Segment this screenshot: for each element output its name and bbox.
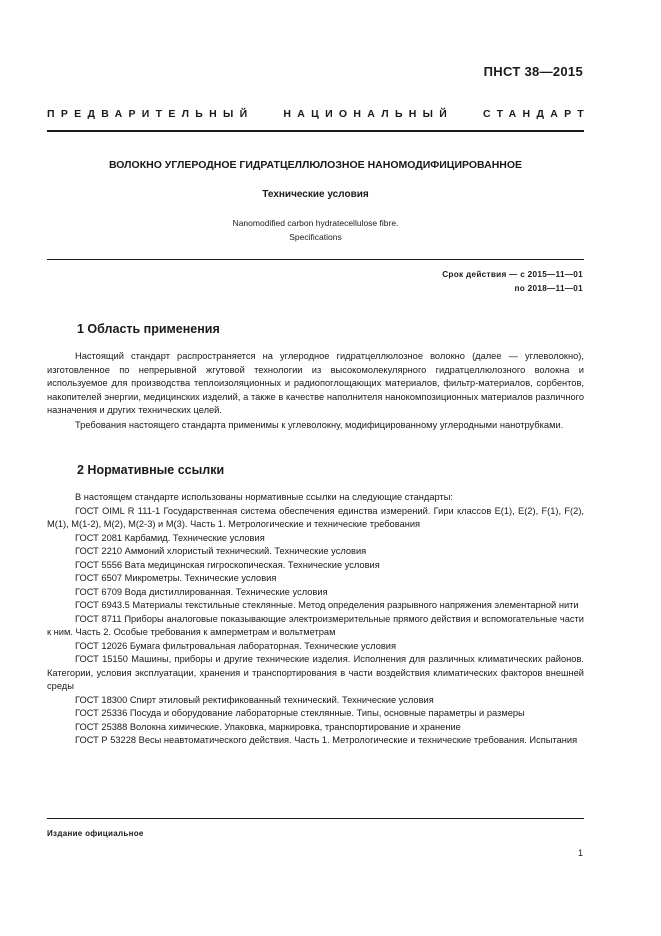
section-2-heading: 2 Нормативные ссылки xyxy=(77,463,225,477)
section-1-paragraph-1: Настоящий стандарт распространяется на углеродное гидратцеллюлозное волокно (далее — углеволокно), изготовленное по непрерывной жгутовой технологии из высокомолекулярного гидратцеллюлозного волокна и используемое для производства теплоизоляционных и радиопоглощающих материалов, фильтр-материалов, сорбентов, накопителей энергии, медицинских изделий, а также в качестве наполнителя нанокомпозиционных материалов различного назначения и других технических целей. xyxy=(47,351,584,415)
page-number: 1 xyxy=(577,848,583,858)
english-title xyxy=(47,216,584,244)
english-title-line-2: Specifications xyxy=(289,232,342,242)
reference-item: ГОСТ 25388 Волокна химические. Упаковка, маркировка, транспортирование и хранение xyxy=(75,721,461,732)
reference-item: ГОСТ Р 53228 Весы неавтоматического действия. Часть 1. Метрологические и технические требования. Испытания xyxy=(75,735,578,745)
references-intro: В настоящем стандарте использованы нормативные ссылки на следующие стандарты: xyxy=(75,492,454,502)
validity-start: Срок действия — с 2015—11—01 xyxy=(442,270,583,279)
document-subtitle: Технические условия xyxy=(262,189,369,200)
normative-references xyxy=(47,491,584,748)
header-divider xyxy=(47,130,584,132)
reference-item: ГОСТ 25336 Посуда и оборудование лабораторные стеклянные. Типы, основные параметры и размеры xyxy=(75,708,525,718)
title-divider xyxy=(47,259,584,260)
reference-item: ГОСТ 5556 Вата медицинская гигроскопическая. Технические условия xyxy=(75,559,380,570)
standard-type-banner xyxy=(47,108,590,120)
reference-item: ГОСТ 6507 Микрометры. Технические условия xyxy=(75,573,277,583)
reference-item: ГОСТ 12026 Бумага фильтровальная лабораторная. Технические условия xyxy=(75,640,397,651)
english-title-line-1: Nanomodified carbon hydratecellulose fibre. xyxy=(232,218,399,228)
reference-item: ГОСТ 6709 Вода дистиллированная. Технические условия xyxy=(75,586,328,597)
footer-divider xyxy=(47,818,584,819)
section-1-paragraph-2: Требования настоящего стандарта применимы к углеволокну, модифицированному углеродными нанотрубками. xyxy=(75,420,564,430)
standard-number: ПНСТ 38—2015 xyxy=(483,64,583,79)
reference-item: ГОСТ 6943.5 Материалы текстильные стеклянные. Метод определения разрывного напряжения элементарной нити xyxy=(75,600,579,610)
official-edition-label: Издание официальное xyxy=(47,829,144,838)
banner-word-2: НАЦИОНАЛЬНЫЙ xyxy=(283,108,454,120)
reference-item: ГОСТ 15150 Машины, приборы и другие технические изделия. Исполнения для различных климатических районов. Категории, условия эксплуатации, хранения и транспортирования в части воздействия климатических факторов внешней среды xyxy=(47,654,584,691)
validity-end: по 2018—11—01 xyxy=(514,284,583,293)
banner-word-3: СТАНДАРТ xyxy=(483,108,590,120)
reference-item: ГОСТ 2081 Карбамид. Технические условия xyxy=(75,532,265,543)
reference-item: ГОСТ OIML R 111-1 Государственная система обеспечения единства измерений. Гири классов E(1), E(2), F(1), F(2), M(1), M(1-2), M(2), M(2-3) и M(3). Часть 1. Метрологические и технические требования xyxy=(47,505,584,529)
section-1-heading: 1 Область применения xyxy=(77,322,220,336)
document-title: ВОЛОКНО УГЛЕРОДНОЕ ГИДРАТЦЕЛЛЮЛОЗНОЕ НАНОМОДИФИЦИРОВАННОЕ xyxy=(108,159,523,171)
reference-item: ГОСТ 8711 Приборы аналоговые показывающие электроизмерительные прямого действия и вспомогательные части к ним. Часть 2. Особые требования к амперметрам и вольтметрам xyxy=(47,613,584,637)
reference-item: ГОСТ 18300 Спирт этиловый ректификованный технический. Технические условия xyxy=(75,694,434,705)
validity-period xyxy=(442,268,583,296)
reference-item: ГОСТ 2210 Аммоний хлористый технический. Технические условия xyxy=(75,546,367,556)
banner-word-1: ПРЕДВАРИТЕЛЬНЫЙ xyxy=(47,108,254,120)
